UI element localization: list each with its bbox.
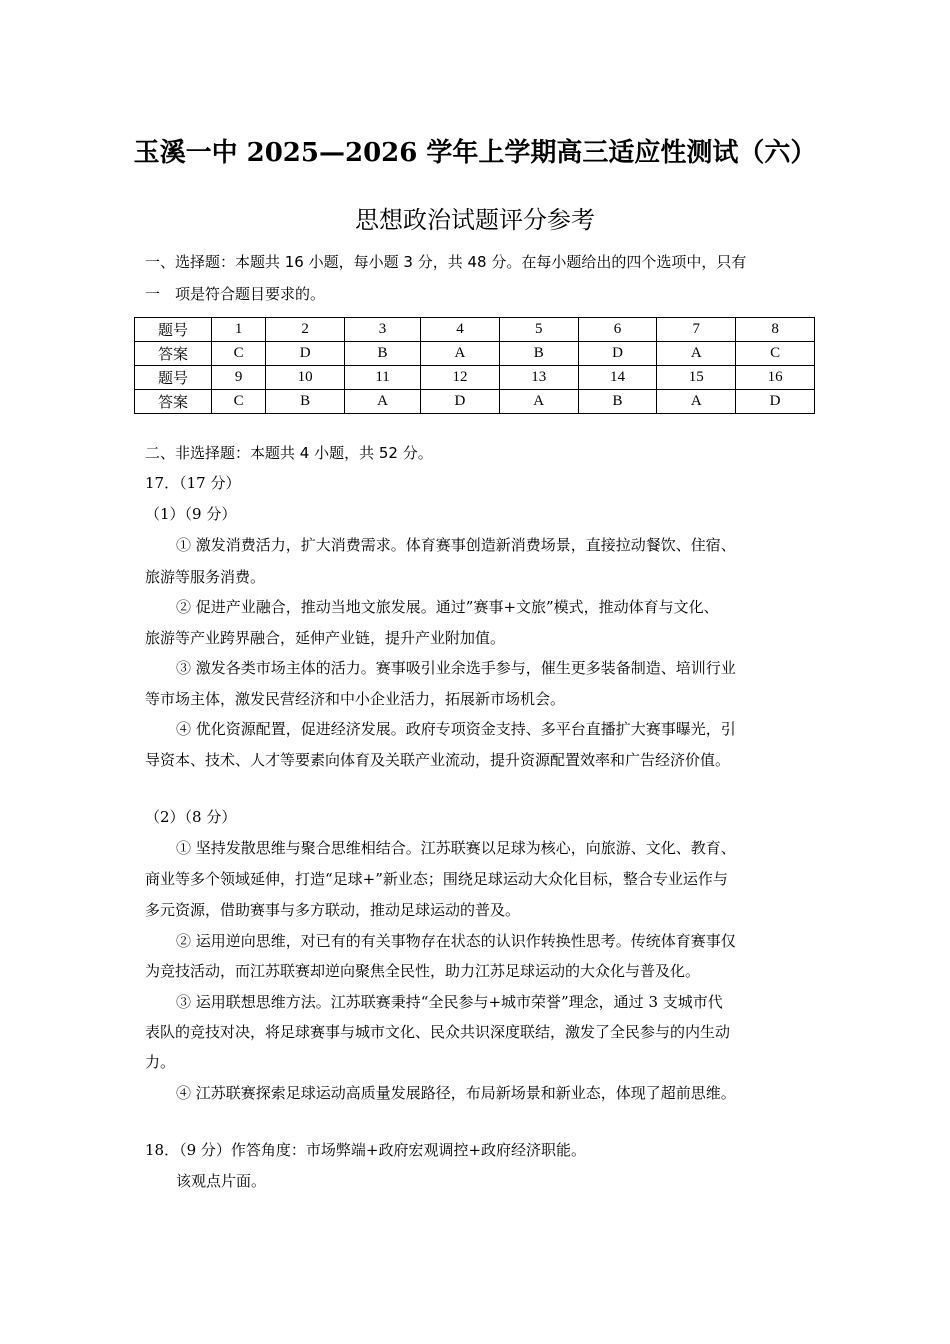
- table-cell: 2: [266, 318, 345, 342]
- answer-table: [134, 317, 815, 414]
- table-cell: A: [421, 342, 500, 366]
- q17-part2-line: ① 坚持发散思维与聚合思维相结合。江苏联赛以足球为核心，向旅游、文化、教育、: [176, 839, 736, 857]
- table-cell: 11: [345, 366, 421, 390]
- document-title: 玉溪一中 2025—2026 学年上学期高三适应性测试（六）: [133, 138, 817, 168]
- q17-part2-label: （2）（8 分）: [145, 808, 237, 826]
- table-cell: C: [212, 342, 266, 366]
- table-cell: A: [499, 390, 578, 414]
- q17-label: 17．（17 分）: [145, 474, 241, 492]
- table-cell: B: [266, 390, 345, 414]
- q17-part2-line: 多元资源，借助赛事与多方联动，推动足球运动的普及。: [145, 901, 521, 919]
- table-cell: 4: [421, 318, 500, 342]
- table-cell: C: [212, 390, 266, 414]
- table-cell: 16: [736, 366, 815, 390]
- q17-part1-line: 导资本、技术、人才等要素向体育及关联产业流动，提升资源配置效率和广告经济价值。: [145, 751, 731, 769]
- table-cell: B: [578, 390, 657, 414]
- table-row: [135, 390, 815, 414]
- section2-heading: 二、非选择题：本题共 4 小题，共 52 分。: [145, 444, 433, 462]
- table-cell: 10: [266, 366, 345, 390]
- q17-part2-line: 为竞技活动，而江苏联赛却逆向聚焦全民性，助力江苏足球运动的大众化与普及化。: [145, 962, 701, 980]
- q17-part1-line: ④ 优化资源配置，促进经济发展。政府专项资金支持、多平台直播扩大赛事曝光，引: [176, 720, 736, 738]
- table-cell: 13: [499, 366, 578, 390]
- q17-part2-line: 表队的竞技对决，将足球赛事与城市文化、民众共识深度联结，激发了全民参与的内生动: [145, 1023, 731, 1041]
- table-cell: 题号: [135, 318, 212, 342]
- table-cell: 8: [736, 318, 815, 342]
- table-cell: 题号: [135, 366, 212, 390]
- table-cell: 7: [657, 318, 736, 342]
- table-cell: B: [499, 342, 578, 366]
- q17-part1-line: ② 促进产业融合，推动当地文旅发展。通过”赛事+文旅”模式，推动体育与文化、: [176, 598, 719, 616]
- q17-part1-line: 旅游等产业跨界融合，延伸产业链，提升产业附加值。: [145, 629, 506, 647]
- table-row: [135, 366, 815, 390]
- table-row: [135, 318, 815, 342]
- table-cell: D: [266, 342, 345, 366]
- q17-part1-line: ③ 激发各类市场主体的活力。赛事吸引业余选手参与，催生更多装备制造、培训行业: [176, 659, 736, 677]
- q18-line: 18．（9 分）作答角度：市场弊端+政府宏观调控+政府经济职能。: [145, 1141, 587, 1159]
- q17-part1-line: 等市场主体，激发民营经济和中小企业活力，拓展新市场机会。: [145, 690, 566, 708]
- table-cell: D: [736, 390, 815, 414]
- q17-part1-line: ① 激发消费活力，扩大消费需求。体育赛事创造新消费场景，直接拉动餐饮、住宿、: [176, 536, 736, 554]
- section1-heading: 一、选择题：本题共 16 小题，每小题 3 分，共 48 分。在每小题给出的四个选项中，只有: [145, 253, 747, 271]
- table-cell: 3: [345, 318, 421, 342]
- q17-part2-line: 商业等多个领域延伸，打造“足球+”新业态；围绕足球运动大众化目标，整合专业运作与: [145, 870, 728, 888]
- table-cell: 14: [578, 366, 657, 390]
- table-row: [135, 342, 815, 366]
- q17-part2-line: ③ 运用联想思维方法。江苏联赛秉持“全民参与+城市荣誉”理念，通过 3 支城市代: [176, 993, 723, 1011]
- q17-part1-label: （1）（9 分）: [145, 505, 237, 523]
- table-cell: A: [657, 390, 736, 414]
- table-cell: 6: [578, 318, 657, 342]
- table-cell: 答案: [135, 390, 212, 414]
- table-cell: 1: [212, 318, 266, 342]
- q17-part2-line: ④ 江苏联赛探索足球运动高质量发展路径，布局新场景和新业态，体现了超前思维。: [176, 1084, 736, 1102]
- q17-part2-line: 力。: [145, 1053, 176, 1071]
- table-cell: 答案: [135, 342, 212, 366]
- table-cell: B: [345, 342, 421, 366]
- table-cell: D: [421, 390, 500, 414]
- table-cell: 9: [212, 366, 266, 390]
- q18-line: 该观点片面。: [176, 1172, 267, 1190]
- table-cell: C: [736, 342, 815, 366]
- table-cell: 5: [499, 318, 578, 342]
- table-cell: D: [578, 342, 657, 366]
- table-cell: 15: [657, 366, 736, 390]
- table-cell: A: [657, 342, 736, 366]
- table-cell: 12: [421, 366, 500, 390]
- document-subtitle: 思想政治试题评分参考: [355, 206, 595, 234]
- q17-part1-line: 旅游等服务消费。: [145, 568, 266, 586]
- q17-part2-line: ② 运用逆向思维，对已有的有关事物存在状态的认识作转换性思考。传统体育赛事仅: [176, 932, 736, 950]
- table-cell: A: [345, 390, 421, 414]
- section1-heading-cont: 一 项是符合题目要求的。: [145, 285, 326, 303]
